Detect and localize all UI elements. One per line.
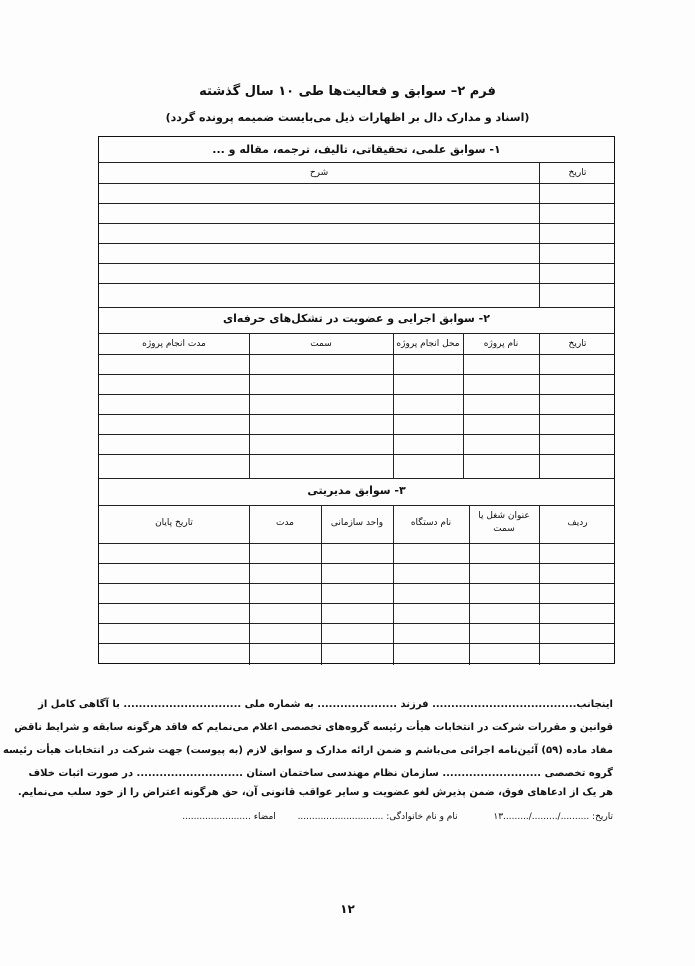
page-number: ۱۲ [340,902,355,916]
section3-heading: ۳- سوابق مدیریتی [307,484,406,497]
signature-field: امضاء ........................ [182,812,276,822]
section3-col-end-date: تاریخ پایان [155,518,193,528]
section1-col-date: تاریخ [568,168,587,178]
section2-col-project-name: نام پروژه [483,339,519,349]
section1-heading: ۱- سوابق علمی، تحقیقاتی، تالیف، ترجمه، مقاله و ... [212,143,501,156]
declaration-line-1: اینجانب...................................... فرزند ..................... به شماره ملی ............................... با آگاهی کامل از [38,699,613,710]
declaration-line-3: مفاد ماده (۵۹) آئین‌نامه اجرائی می‌باشم و ضمن ارائه مدارک و سوابق لازم (به پیوست) جهت شرکت در انتخابات هیأت رئیسه [2,745,613,756]
declaration-line-2: قوانین و مقررات شرکت در انتخابات هیأت رئیسه گروه‌های تخصصی اعلام می‌نمایم که فاقد هرگونه سابقه و شرایط ناقض [14,722,613,733]
section1-col-description: شرح [309,168,329,178]
section3-col-unit: واحد سازمانی [330,518,384,528]
form-subtitle: (اسناد و مدارک دال بر اظهارات ذیل می‌بایست ضمیمه پرونده گردد) [165,111,530,124]
section2-col-project-location: محل انجام پروژه [396,339,460,349]
date-field: تاریخ: ........../........./.........۱۳ [493,812,613,822]
section3-col-duration: مدت [275,518,295,528]
form-title: فرم ۲– سوابق و فعالیت‌ها طی ۱۰ سال گذشته [199,84,496,99]
section2-col-date: تاریخ [568,339,587,349]
declaration-line-4: گروه تخصصی .......................... سازمان نظام مهندسی ساختمان استان ............................ در صورت اثبات خلاف [28,768,613,779]
declaration-paragraph [2,697,613,800]
signature-row [96,812,613,822]
declaration-line-5: هر یک از ادعاهای فوق، ضمن پذیرش لغو عضویت و سایر عواقب قانونی آن، حق هرگونه اعتراض را از خود سلب می‌نمایم. [17,787,613,798]
section2-col-position: سمت [310,339,332,349]
records-table [98,136,615,664]
section3-col-job-title: عنوان شغل یا سمت [478,511,530,534]
section3-col-row: ردیف [567,518,588,528]
section3-col-organization: نام دستگاه [410,518,452,528]
full-name-field: نام و نام خانوادگی: .............................. [297,812,458,822]
section2-heading: ۲- سوابق اجرایی و عضویت در تشکل‌های حرفه‌ای [223,312,490,325]
section2-col-project-duration: مدت انجام پروژه [142,339,206,349]
